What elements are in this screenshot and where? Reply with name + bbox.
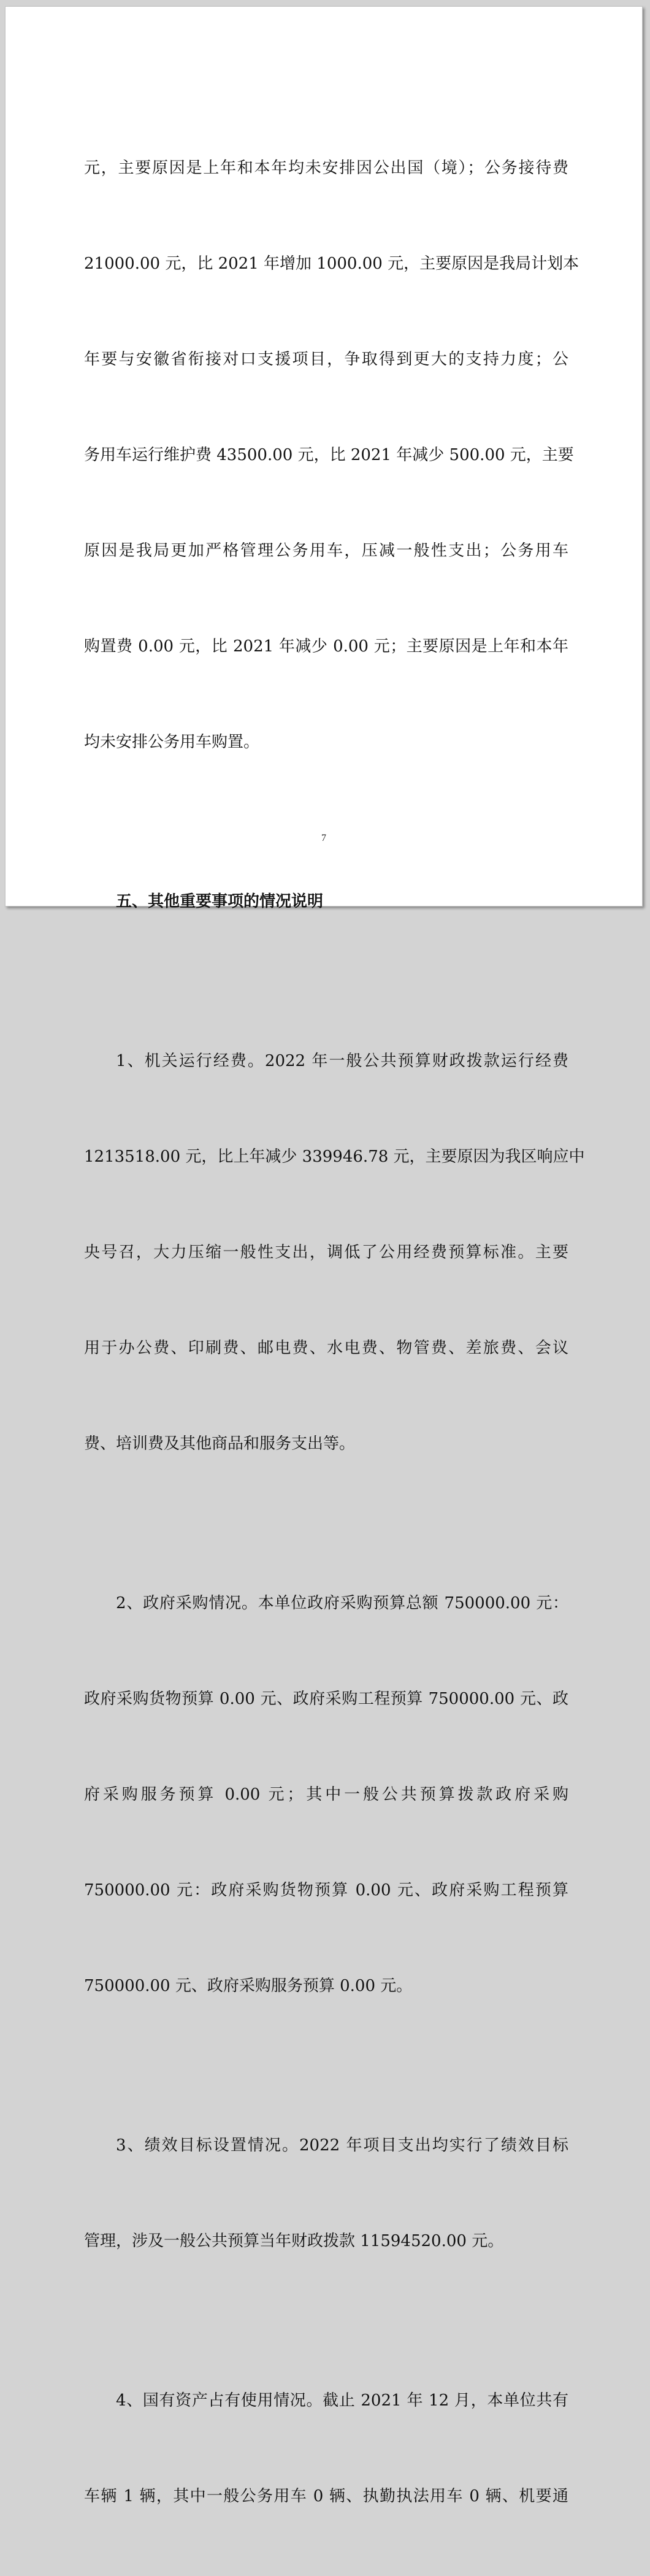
text-line: 央号召，大力压缩一般性支出，调低了公用经费预算标准。主要 — [84, 1243, 568, 1262]
text-line: 750000.00 元、政府采购服务预算 0.00 元。 — [84, 1977, 413, 1995]
text-line: 年要与安徽省衔接对口支援项目，争取得到更大的支持力度；公 — [84, 350, 568, 369]
text-line: 原因是我局更加严格管理公务用车，压减一般性支出；公务用车 — [84, 542, 568, 560]
paragraph-item-2-procurement — [84, 1524, 568, 2066]
text-line: 购置费 0.00 元，比 2021 年减少 0.00 元；主要原因是上年和本年 — [84, 637, 568, 656]
text-line: 2、政府采购情况。本单位政府采购预算总额 750000.00 元： — [116, 1594, 568, 1612]
paragraph-item-1-operating-expenses — [84, 981, 585, 1524]
text-line: 4、国有资产占有使用情况。截止 2021 年 12 月，本单位共有 — [116, 2391, 568, 2410]
section-heading-other-matters — [84, 822, 568, 981]
paragraph-item-3-performance — [84, 2066, 568, 2321]
document-body — [84, 88, 585, 2576]
text-line: 3、绩效目标设置情况。2022 年项目支出均实行了绩效目标 — [116, 2136, 568, 2155]
text-line: 21000.00 元，比 2021 年增加 1000.00 元，主要原因是我局计划本 — [84, 255, 579, 273]
document-page — [5, 6, 643, 2505]
text-line: 务用车运行维护费 43500.00 元，比 2021 年减少 500.00 元，主要 — [84, 446, 574, 464]
section-heading: 五、其他重要事项的情况说明 — [116, 892, 324, 911]
text-line: 用于办公费、印刷费、邮电费、水电费、物管费、差旅费、会议 — [84, 1339, 568, 1357]
text-line: 费、培训费及其他商品和服务支出等。 — [84, 1435, 356, 1453]
text-line: 政府采购货物预算 0.00 元、政府采购工程预算 750000.00 元、政 — [84, 1690, 568, 1708]
page-number: 7 — [321, 833, 326, 843]
text-line: 1213518.00 元，比上年减少 339946.78 元，主要原因为我区响应中 — [84, 1148, 585, 1166]
text-line: 750000.00 元：政府采购货物预算 0.00 元、政府采购工程预算 — [84, 1881, 568, 1899]
text-line: 1、机关运行经费。2022 年一般公共预算财政拨款运行经费 — [116, 1052, 568, 1070]
text-line: 元，主要原因是上年和本年均未安排因公出国（境）；公务接待费 — [84, 159, 568, 177]
paragraph-public-expenses — [84, 88, 579, 822]
text-line: 管理，涉及一般公共预算当年财政拨款 11594520.00 元。 — [84, 2232, 504, 2250]
text-line: 府采购服务预算 0.00 元；其中一般公共预算拨款政府采购 — [84, 1785, 568, 1804]
paragraph-item-4-assets — [84, 2321, 568, 2576]
text-line: 均未安排公务用车购置。 — [84, 733, 260, 751]
text-line: 车辆 1 辆，其中一般公务用车 0 辆、执勤执法用车 0 辆、机要通 — [84, 2487, 568, 2505]
